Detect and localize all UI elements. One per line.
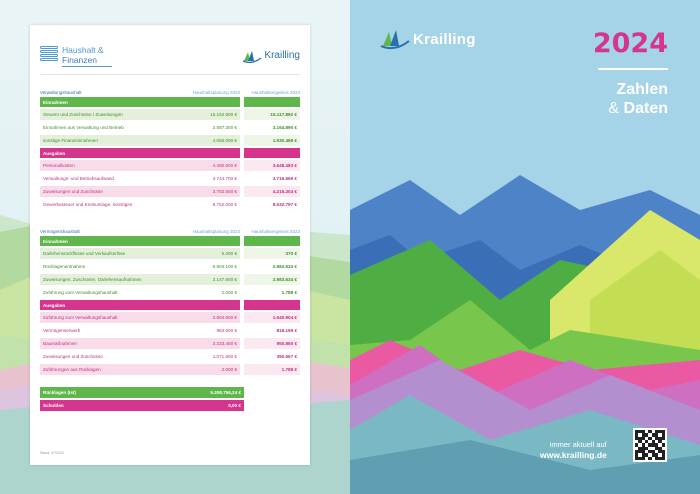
qr-code-icon[interactable] [633, 428, 667, 462]
verwaltung-title-row [40, 85, 300, 95]
table-row: Zuführung vom Verwaltungshaushalt 2.000 € 1.788 € [40, 287, 300, 298]
krailling-logo [380, 28, 476, 50]
title-line2: Daten [623, 100, 668, 117]
verwaltung-title: Verwaltungshaushalt [40, 90, 82, 95]
vermoegen-title-row [40, 224, 300, 234]
col-result-header: Haushaltsergebnis 2023 [251, 229, 300, 234]
table-row: Zuweisungen und Zuschüsse 1.071.600 € 390.667 € [40, 351, 300, 362]
cover-title [608, 80, 668, 118]
title-line1: Zahlen [616, 81, 668, 98]
table-row: Baumaßnahmen 2.333.400 € 950.850 € [40, 338, 300, 349]
table-row: Vermögenserwerb 963.500 € 818.195 € [40, 325, 300, 336]
cover-page [350, 0, 700, 494]
col-plan-header: Haushaltsplanung 2023 [192, 90, 240, 95]
vermoegen-title: Vermögenshaushalt [40, 229, 80, 234]
summary-row-reserves: Rücklagen (Ist) 5.308.756,24 € [40, 387, 300, 398]
year-heading: 2024 [592, 28, 668, 59]
footnote: Stand: 07/2024 [40, 451, 64, 455]
table-row: Zuführungen aus Rücklagen 2.000 € 1.788 € [40, 364, 300, 375]
website-note [540, 440, 607, 460]
table-header-row: Ausgaben [40, 148, 300, 158]
table-row: Einnahmen aus Verwaltung und Betrieb 2.587.300 € 3.164.890 € [40, 122, 300, 133]
verwaltung-table [40, 95, 300, 212]
col-result-header: Haushaltsergebnis 2023 [251, 90, 300, 95]
summary-row-debt: Schulden 0,00 € [40, 400, 300, 411]
table-header-row: Einnahmen [40, 236, 300, 246]
table-row: Verwaltungs- und Betriebsaufwand 4.744.700 € 3.716.666 € [40, 173, 300, 184]
summary-table [40, 385, 300, 413]
table-row: Zuweisungen und Zuschüsse 3.763.500 € 4.215.304 € [40, 186, 300, 197]
table-row: Darlehensrückflüsse und Verkaufserlöse 5.200 € 370 € [40, 248, 300, 259]
coins-icon [40, 46, 58, 66]
brand-line2: Finanzen [62, 54, 97, 65]
table-header-row: Ausgaben [40, 300, 300, 310]
table-row: Rücklagenentnahme 5.904.100 € 2.983.634 € [40, 261, 300, 272]
website-caption: immer aktuell auf [549, 440, 607, 449]
table-row: Steuern und Zuschüsse / Zuweisungen 15.152.500 € 15.117.892 € [40, 109, 300, 120]
brand-line1: Haushalt & [62, 44, 104, 55]
haushalt-finanzen-logo [40, 45, 112, 67]
website-link[interactable]: www.krailling.de [540, 450, 607, 460]
divider [598, 68, 668, 70]
col-plan-header: Haushaltsplanung 2023 [192, 229, 240, 234]
table-row: Personalkosten 4.490.600 € 3.648.483 € [40, 160, 300, 171]
vermoegen-table [40, 234, 300, 377]
table-row: sonstige Finanzeinnahmen 4.055.000 € 1.930.468 € [40, 135, 300, 146]
table-header-row: Einnahmen [40, 97, 300, 107]
krailling-wordmark: Krailling [413, 30, 476, 48]
krailling-logo-small [242, 49, 300, 63]
paper-mountains-illustration [350, 0, 700, 494]
krailling-mark-icon [242, 49, 262, 63]
table-row: Gewerbesteuer und Kreisumlage, sonstiges 8.752.000 € 8.632.797 € [40, 199, 300, 210]
title-ampersand: & [608, 100, 620, 117]
table-row: Zuführung zum Verwaltungshaushalt 2.604.600 € 1.640.904 € [40, 312, 300, 323]
table-row: Zuweisungen, Zuschüsse, Darlehensaufnahmen 2.147.600 € 2.983.634 € [40, 274, 300, 285]
finance-sheet [30, 25, 310, 465]
krailling-wordmark: Krailling [264, 50, 300, 61]
sheet-header [40, 37, 300, 75]
krailling-mark-icon [380, 28, 410, 50]
